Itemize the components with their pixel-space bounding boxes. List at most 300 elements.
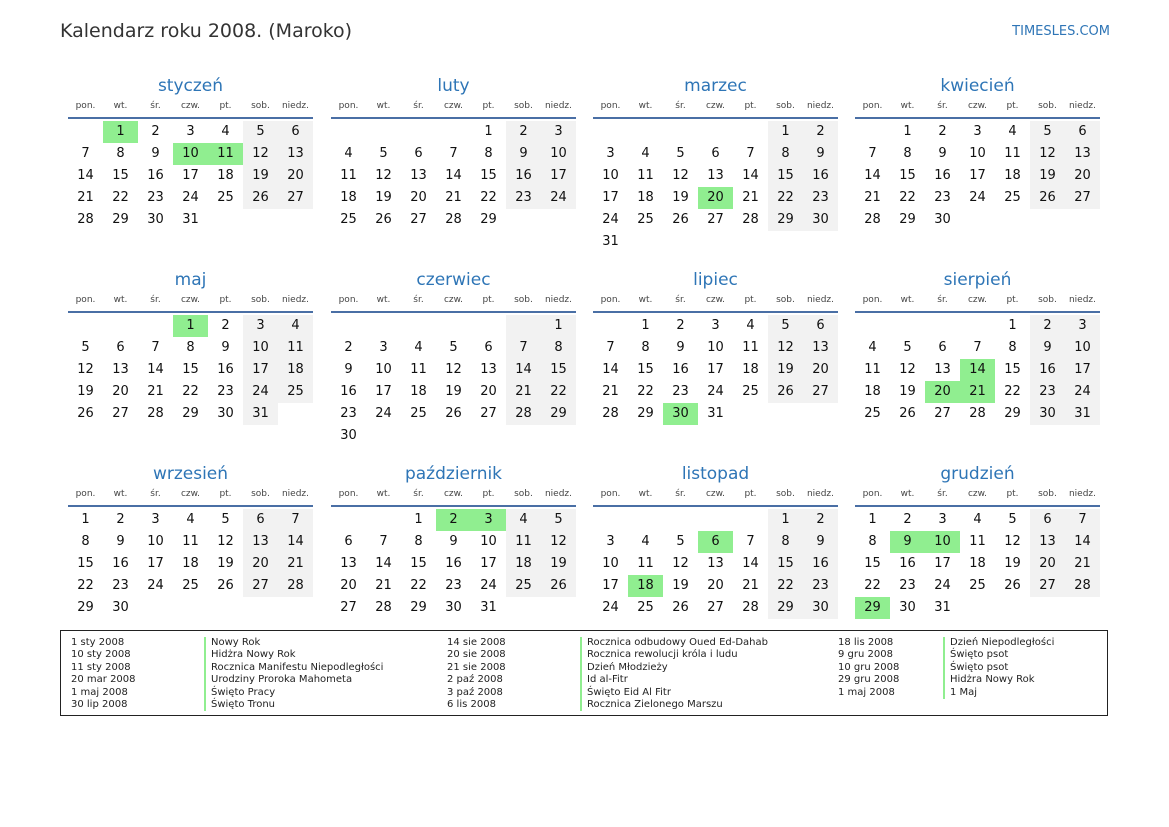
- empty-cell: [733, 509, 768, 531]
- legend-holiday-date: 20 sie 2008: [447, 649, 506, 661]
- empty-cell: [331, 121, 366, 143]
- legend-holiday-name: Urodziny Proroka Mahometa: [204, 674, 383, 686]
- month-12: [855, 462, 1100, 619]
- day-cell: 20: [243, 553, 278, 575]
- day-cell: 17: [1065, 359, 1100, 381]
- empty-cell: [103, 315, 138, 337]
- day-cell: 12: [1004, 534, 1021, 549]
- day-cell: 27: [707, 600, 724, 615]
- day-cell: 7: [868, 146, 877, 161]
- day-cell: 19: [541, 553, 576, 575]
- day-cell: 17: [480, 556, 497, 571]
- empty-cell: [890, 315, 925, 337]
- day-cell: 26: [672, 212, 689, 227]
- day-cell: 5: [243, 121, 278, 143]
- day-cell: 25: [969, 578, 986, 593]
- weekday-label: pt.: [744, 489, 757, 499]
- day-cell: 1: [641, 318, 650, 333]
- day-cell: 29: [541, 403, 576, 425]
- day-cell: 12: [899, 362, 916, 377]
- empty-cell: [960, 315, 995, 337]
- weekday-label: niedz.: [544, 489, 573, 499]
- day-cell: 27: [1030, 575, 1065, 597]
- day-cell: 27: [480, 406, 497, 421]
- day-cell: 23: [340, 406, 357, 421]
- day-cell: 5: [379, 146, 388, 161]
- day-cell: 4: [1008, 124, 1017, 139]
- empty-cell: [628, 121, 663, 143]
- day-cell: 22: [864, 578, 881, 593]
- day-cell: 10: [1065, 337, 1100, 359]
- day-cell: 16: [217, 362, 234, 377]
- day-cell: 21: [960, 381, 995, 403]
- day-cell: 5: [676, 534, 685, 549]
- empty-cell: [243, 597, 278, 619]
- day-cell: 1: [414, 512, 423, 527]
- weekday-label: sob.: [1038, 101, 1057, 111]
- day-cell: 28: [602, 406, 619, 421]
- day-cell: 10: [480, 534, 497, 549]
- month-name: sierpień: [943, 270, 1012, 290]
- day-cell: 20: [925, 381, 960, 403]
- weekday-header: [593, 293, 838, 313]
- day-cell: 20: [480, 384, 497, 399]
- weekday-header: [331, 99, 576, 119]
- holiday-legend: [60, 630, 1108, 716]
- legend-holiday-date: 20 mar 2008: [71, 674, 136, 686]
- empty-cell: [436, 121, 471, 143]
- day-cell: 3: [471, 509, 506, 531]
- weekday-label: pon.: [600, 101, 621, 111]
- day-cell: 1: [903, 124, 912, 139]
- day-cell: 22: [182, 384, 199, 399]
- day-cell: 11: [742, 340, 759, 355]
- weekday-label: sob.: [251, 295, 270, 305]
- weekday-label: pt.: [482, 101, 495, 111]
- day-cell: 13: [410, 168, 427, 183]
- page-title: Kalendarz roku 2008. (Maroko): [60, 20, 353, 42]
- day-cell: 25: [1004, 190, 1021, 205]
- day-cell: 21: [147, 384, 164, 399]
- empty-cell: [173, 597, 208, 619]
- day-cell: 12: [1030, 143, 1065, 165]
- day-cell: 3: [711, 318, 720, 333]
- day-cell: 30: [445, 600, 462, 615]
- day-cell: 7: [1065, 509, 1100, 531]
- day-cell: 9: [803, 143, 838, 165]
- day-cell: 2: [221, 318, 230, 333]
- day-cell: 5: [1008, 512, 1017, 527]
- day-cell: 9: [803, 531, 838, 553]
- day-cell: 7: [606, 340, 615, 355]
- day-cell: 23: [217, 384, 234, 399]
- weekday-label: czw.: [705, 101, 726, 111]
- site-link[interactable]: TIMESLES.COM: [1012, 24, 1110, 39]
- day-cell: 19: [375, 190, 392, 205]
- empty-cell: [68, 121, 103, 143]
- weekday-label: pon.: [600, 489, 621, 499]
- day-cell: 29: [899, 212, 916, 227]
- day-cell: 31: [182, 212, 199, 227]
- day-cell: 12: [445, 362, 462, 377]
- day-cell: 30: [340, 428, 357, 443]
- day-cell: 16: [1030, 359, 1065, 381]
- day-cell: 4: [344, 146, 353, 161]
- day-cell: 10: [969, 146, 986, 161]
- day-cell: 1: [81, 512, 90, 527]
- day-cell: 11: [410, 362, 427, 377]
- day-cell: 8: [903, 146, 912, 161]
- empty-cell: [698, 231, 733, 253]
- day-cell: 30: [934, 212, 951, 227]
- legend-holiday-date: 29 gru 2008: [838, 674, 900, 686]
- day-cell: 24: [602, 600, 619, 615]
- legend-holiday-name: Rocznica rewolucji króla i ludu: [580, 649, 768, 661]
- month-8: [855, 268, 1100, 425]
- weekday-label: niedz.: [281, 101, 310, 111]
- day-cell: 19: [243, 165, 278, 187]
- day-cell: 1: [768, 509, 803, 531]
- weekday-label: czw.: [443, 489, 464, 499]
- weekday-label: śr.: [937, 489, 948, 499]
- weekday-label: sob.: [514, 101, 533, 111]
- month-5: [68, 268, 313, 425]
- day-cell: 3: [973, 124, 982, 139]
- day-cell: 2: [116, 512, 125, 527]
- empty-cell: [138, 315, 173, 337]
- weekday-header: [855, 99, 1100, 119]
- day-cell: 25: [410, 406, 427, 421]
- day-cell: 6: [344, 534, 353, 549]
- day-cell: 31: [934, 600, 951, 615]
- month-1: [68, 74, 313, 231]
- weekday-label: czw.: [967, 489, 988, 499]
- day-cell: 22: [1004, 384, 1021, 399]
- weekday-label: wt.: [113, 101, 128, 111]
- day-cell: 28: [1065, 575, 1100, 597]
- day-cell: 23: [803, 575, 838, 597]
- day-cell: 19: [899, 384, 916, 399]
- day-cell: 11: [506, 531, 541, 553]
- day-cell: 12: [672, 168, 689, 183]
- legend-holiday-name: Nowy Rok: [204, 637, 383, 649]
- weekday-label: śr.: [413, 295, 424, 305]
- day-cell: 25: [217, 190, 234, 205]
- day-cell: 23: [899, 578, 916, 593]
- days-grid: [68, 121, 313, 231]
- day-cell: 8: [1008, 340, 1017, 355]
- day-cell: 27: [112, 406, 129, 421]
- weekday-label: pon.: [862, 295, 883, 305]
- day-cell: 20: [278, 165, 313, 187]
- day-cell: 29: [77, 600, 94, 615]
- day-cell: 17: [541, 165, 576, 187]
- empty-cell: [733, 403, 768, 425]
- day-cell: 5: [676, 146, 685, 161]
- weekday-label: czw.: [967, 295, 988, 305]
- empty-cell: [471, 315, 506, 337]
- empty-cell: [628, 231, 663, 253]
- weekday-header: [68, 293, 313, 313]
- weekday-label: pt.: [1006, 489, 1019, 499]
- weekday-label: pon.: [338, 295, 359, 305]
- day-cell: 28: [375, 600, 392, 615]
- empty-cell: [138, 597, 173, 619]
- day-cell: 18: [637, 190, 654, 205]
- day-cell: 21: [864, 190, 881, 205]
- weekday-label: śr.: [413, 489, 424, 499]
- empty-cell: [541, 209, 576, 231]
- day-cell: 30: [217, 406, 234, 421]
- day-cell: 13: [707, 556, 724, 571]
- day-cell: 28: [77, 212, 94, 227]
- day-cell: 17: [969, 168, 986, 183]
- day-cell: 20: [803, 359, 838, 381]
- legend-names-col-3: [943, 637, 1054, 699]
- days-grid: [331, 315, 576, 447]
- day-cell: 14: [960, 359, 995, 381]
- empty-cell: [628, 509, 663, 531]
- day-cell: 28: [742, 212, 759, 227]
- day-cell: 13: [1065, 143, 1100, 165]
- day-cell: 29: [410, 600, 427, 615]
- weekday-header: [331, 293, 576, 313]
- empty-cell: [593, 509, 628, 531]
- weekday-label: czw.: [180, 101, 201, 111]
- day-cell: 17: [375, 384, 392, 399]
- day-cell: 16: [506, 165, 541, 187]
- weekday-label: pon.: [338, 101, 359, 111]
- day-cell: 16: [672, 362, 689, 377]
- weekday-label: śr.: [150, 489, 161, 499]
- day-cell: 15: [77, 556, 94, 571]
- day-cell: 19: [768, 359, 803, 381]
- empty-cell: [68, 315, 103, 337]
- day-cell: 31: [243, 403, 278, 425]
- day-cell: 1: [768, 121, 803, 143]
- days-grid: [855, 121, 1100, 231]
- day-cell: 16: [112, 556, 129, 571]
- days-grid: [855, 315, 1100, 425]
- day-cell: 15: [1004, 362, 1021, 377]
- day-cell: 27: [410, 212, 427, 227]
- empty-cell: [208, 209, 243, 231]
- empty-cell: [803, 231, 838, 253]
- day-cell: 12: [768, 337, 803, 359]
- day-cell: 14: [864, 168, 881, 183]
- day-cell: 1: [173, 315, 208, 337]
- weekday-label: niedz.: [1068, 489, 1097, 499]
- empty-cell: [733, 121, 768, 143]
- day-cell: 21: [278, 553, 313, 575]
- day-cell: 2: [436, 509, 471, 531]
- day-cell: 28: [742, 600, 759, 615]
- day-cell: 18: [410, 384, 427, 399]
- day-cell: 3: [541, 121, 576, 143]
- day-cell: 25: [340, 212, 357, 227]
- empty-cell: [593, 121, 628, 143]
- day-cell: 12: [541, 531, 576, 553]
- day-cell: 7: [506, 337, 541, 359]
- day-cell: 3: [938, 512, 947, 527]
- day-cell: 30: [112, 600, 129, 615]
- days-grid: [855, 509, 1100, 619]
- empty-cell: [366, 121, 401, 143]
- day-cell: 29: [637, 406, 654, 421]
- day-cell: 8: [81, 534, 90, 549]
- weekday-label: niedz.: [1068, 295, 1097, 305]
- day-cell: 6: [803, 315, 838, 337]
- day-cell: 23: [672, 384, 689, 399]
- day-cell: 4: [186, 512, 195, 527]
- day-cell: 23: [1030, 381, 1065, 403]
- weekday-label: czw.: [967, 101, 988, 111]
- day-cell: 29: [182, 406, 199, 421]
- weekday-label: pt.: [482, 489, 495, 499]
- day-cell: 26: [77, 406, 94, 421]
- day-cell: 9: [938, 146, 947, 161]
- weekday-label: wt.: [113, 489, 128, 499]
- weekday-label: niedz.: [806, 295, 835, 305]
- legend-holiday-date: 1 sty 2008: [71, 637, 125, 648]
- weekday-label: sob.: [776, 295, 795, 305]
- empty-cell: [506, 425, 541, 447]
- day-cell: 30: [803, 209, 838, 231]
- day-cell: 18: [742, 362, 759, 377]
- day-cell: 11: [637, 168, 654, 183]
- day-cell: 4: [868, 340, 877, 355]
- day-cell: 4: [641, 146, 650, 161]
- empty-cell: [663, 231, 698, 253]
- empty-cell: [768, 231, 803, 253]
- day-cell: 14: [506, 359, 541, 381]
- month-name: grudzień: [940, 464, 1015, 484]
- empty-cell: [925, 315, 960, 337]
- weekday-label: pt.: [219, 101, 232, 111]
- day-cell: 8: [641, 340, 650, 355]
- day-cell: 14: [1065, 531, 1100, 553]
- day-cell: 17: [934, 556, 951, 571]
- legend-holiday-date: 10 sty 2008: [71, 649, 131, 661]
- empty-cell: [855, 121, 890, 143]
- weekday-label: pt.: [482, 295, 495, 305]
- day-cell: 29: [112, 212, 129, 227]
- day-cell: 13: [112, 362, 129, 377]
- weekday-label: śr.: [150, 101, 161, 111]
- empty-cell: [278, 209, 313, 231]
- day-cell: 24: [243, 381, 278, 403]
- weekday-label: wt.: [638, 295, 653, 305]
- empty-cell: [436, 425, 471, 447]
- empty-cell: [698, 121, 733, 143]
- day-cell: 26: [541, 575, 576, 597]
- month-9: [68, 462, 313, 619]
- legend-holiday-date: 3 paź 2008: [447, 686, 503, 698]
- legend-holiday-name: Święto Eid Al Fitr: [580, 687, 768, 699]
- day-cell: 20: [1030, 553, 1065, 575]
- day-cell: 4: [973, 512, 982, 527]
- weekday-label: sob.: [776, 489, 795, 499]
- empty-cell: [366, 315, 401, 337]
- weekday-label: pon.: [600, 295, 621, 305]
- days-grid: [68, 315, 313, 425]
- month-10: [331, 462, 576, 619]
- empty-cell: [960, 209, 995, 231]
- day-cell: 3: [379, 340, 388, 355]
- weekday-header: [68, 487, 313, 507]
- month-name: październik: [404, 464, 503, 484]
- month-4: [855, 74, 1100, 231]
- day-cell: 5: [221, 512, 230, 527]
- day-cell: 26: [899, 406, 916, 421]
- empty-cell: [331, 315, 366, 337]
- month-name: listopad: [681, 464, 750, 484]
- day-cell: 2: [938, 124, 947, 139]
- day-cell: 15: [182, 362, 199, 377]
- day-cell: 29: [1004, 406, 1021, 421]
- day-cell: 8: [768, 143, 803, 165]
- day-cell: 9: [890, 531, 925, 553]
- legend-holiday-name: Id al-Fitr: [580, 674, 768, 686]
- weekday-label: pt.: [1006, 101, 1019, 111]
- legend-dates-col-3: [838, 637, 899, 699]
- day-cell: 12: [217, 534, 234, 549]
- day-cell: 25: [278, 381, 313, 403]
- day-cell: 26: [375, 212, 392, 227]
- day-cell: 27: [1065, 187, 1100, 209]
- weekday-label: pt.: [744, 101, 757, 111]
- day-cell: 9: [221, 340, 230, 355]
- weekday-label: wt.: [113, 295, 128, 305]
- day-cell: 8: [768, 531, 803, 553]
- day-cell: 22: [410, 578, 427, 593]
- day-cell: 2: [151, 124, 160, 139]
- day-cell: 3: [1065, 315, 1100, 337]
- empty-cell: [401, 315, 436, 337]
- day-cell: 1: [868, 512, 877, 527]
- day-cell: 19: [77, 384, 94, 399]
- day-cell: 7: [379, 534, 388, 549]
- day-cell: 7: [151, 340, 160, 355]
- day-cell: 24: [375, 406, 392, 421]
- day-cell: 6: [243, 509, 278, 531]
- day-cell: 6: [278, 121, 313, 143]
- legend-holiday-name: Dzień Młodzieży: [580, 662, 768, 674]
- weekday-label: czw.: [705, 295, 726, 305]
- empty-cell: [278, 403, 313, 425]
- month-name: czerwiec: [416, 270, 491, 290]
- month-3: [593, 74, 838, 253]
- day-cell: 11: [340, 168, 357, 183]
- month-6: [331, 268, 576, 447]
- empty-cell: [366, 425, 401, 447]
- weekday-label: niedz.: [806, 101, 835, 111]
- weekday-label: wt.: [376, 101, 391, 111]
- day-cell: 23: [112, 578, 129, 593]
- day-cell: 17: [602, 578, 619, 593]
- weekday-label: wt.: [376, 489, 391, 499]
- day-cell: 23: [506, 187, 541, 209]
- day-cell: 20: [340, 578, 357, 593]
- day-cell: 22: [480, 190, 497, 205]
- empty-cell: [803, 403, 838, 425]
- legend-holiday-date: 21 sie 2008: [447, 661, 506, 673]
- day-cell: 23: [934, 190, 951, 205]
- days-grid: [331, 509, 576, 619]
- day-cell: 25: [506, 575, 541, 597]
- day-cell: 17: [182, 168, 199, 183]
- day-cell: 30: [803, 597, 838, 619]
